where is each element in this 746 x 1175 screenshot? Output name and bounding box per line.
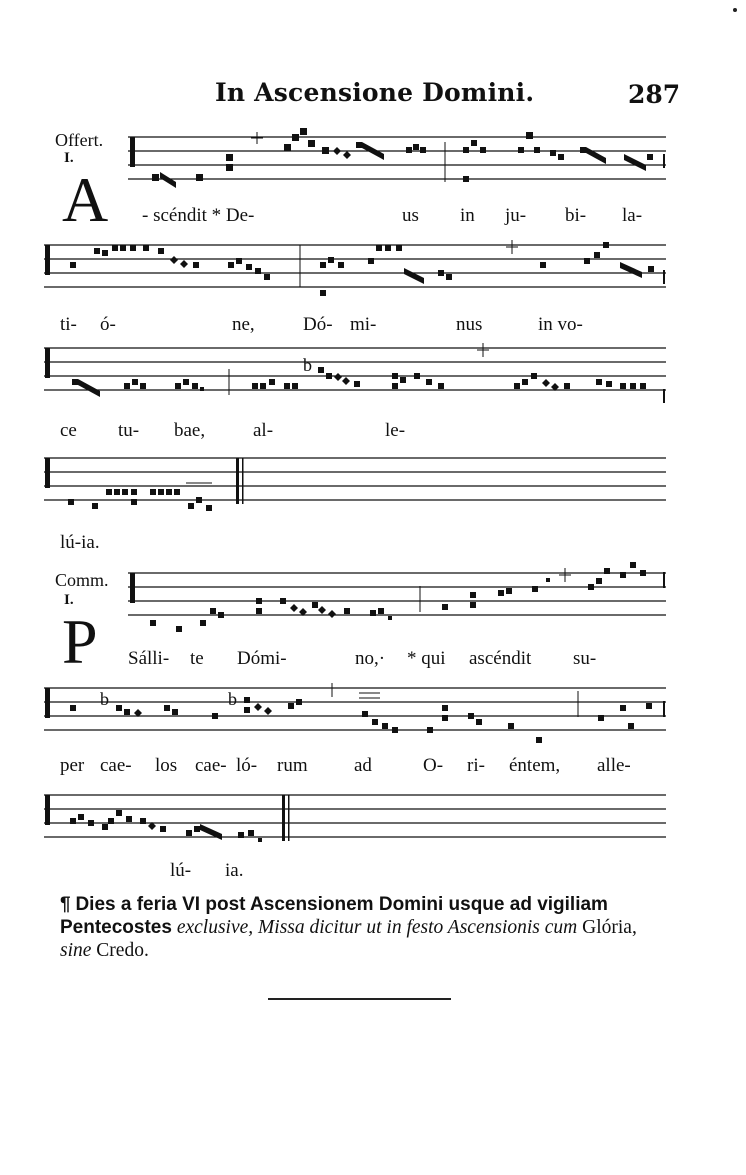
lyric-syllable: al-: [253, 420, 274, 441]
svg-text:b: b: [228, 689, 237, 709]
rubric-bold-text: Dies a feria VI post Ascensionem Domini usque ad vigiliam Pentecostes: [60, 894, 608, 938]
lyric-syllable: ó-: [100, 314, 116, 335]
rubric-note: [60, 893, 670, 962]
lyric-syllable: nus: [456, 314, 483, 335]
lyric-syllable: la-: [622, 205, 643, 226]
lyric-syllable: Dó-: [303, 314, 333, 335]
lyric-syllable: ne,: [232, 314, 255, 335]
lyric-syllable: no,·: [355, 648, 386, 669]
chant-staff-6: [0, 683, 746, 753]
communion-mode: I.: [64, 592, 74, 608]
lyric-syllable: cae-: [100, 755, 132, 776]
lyric-syllable: Dómi-: [237, 648, 287, 669]
lyric-syllable: cae-: [195, 755, 227, 776]
lyric-syllable: rum: [277, 755, 308, 776]
lyric-syllable: te: [190, 648, 204, 669]
lyric-syllable: ia.: [225, 860, 244, 881]
offertory-mode: I.: [64, 150, 74, 166]
lyric-syllable: ad: [354, 755, 372, 776]
lyric-syllable: lú-: [170, 860, 192, 881]
pilcrow-icon: ¶: [60, 894, 71, 915]
offertory-initial: A: [62, 164, 109, 235]
lyric-syllable: us: [402, 205, 419, 226]
page-title: In Ascensione Domini.: [215, 78, 535, 107]
chant-staff-7: [0, 790, 746, 860]
rubric-text: Glória,: [577, 917, 637, 938]
lyric-syllable: ló-: [236, 755, 258, 776]
lyric-syllable: O-: [423, 755, 444, 776]
page-number: 287: [628, 80, 681, 109]
lyric-syllable: - scéndit * De-: [142, 205, 255, 226]
lyric-syllable: per: [60, 755, 85, 776]
lyric-syllable: ju-: [505, 205, 527, 226]
lyric-syllable: bi-: [565, 205, 587, 226]
lyric-syllable: ce: [60, 420, 77, 441]
lyric-syllable: ti-: [60, 314, 77, 335]
divider-rule: [268, 998, 451, 1000]
lyric-syllable: in: [460, 205, 475, 226]
lyric-syllable: alle-: [597, 755, 631, 776]
stray-mark: [733, 8, 737, 12]
svg-text:b: b: [100, 689, 109, 709]
lyric-syllable: mi-: [350, 314, 377, 335]
chant-staff-2: [0, 240, 746, 310]
chant-staff-1: [0, 132, 746, 202]
lyric-syllable: Sálli-: [128, 648, 170, 669]
lyric-syllable: le-: [385, 420, 406, 441]
lyric-syllable: ri-: [467, 755, 485, 776]
lyric-syllable: bae,: [174, 420, 206, 441]
lyric-syllable: tu-: [118, 420, 140, 441]
chant-staff-3: [0, 343, 746, 413]
lyric-syllable: los: [155, 755, 178, 776]
svg-text:b: b: [303, 355, 312, 375]
rubric-italic-text: exclusive, Missa dicitur ut in festo Ascensionis cum: [176, 917, 578, 938]
lyric-syllable: * qui: [407, 648, 446, 669]
lyric-syllable: in vo-: [538, 314, 583, 335]
communion-label: Comm.: [55, 570, 109, 590]
lyric-syllable: su-: [573, 648, 597, 669]
rubric-text: Credo.: [91, 940, 149, 961]
lyric-syllable: lú-ia.: [60, 532, 100, 553]
chant-staff-5: [0, 568, 746, 638]
rubric-italic-text: sine: [60, 940, 92, 961]
lyric-syllable: éntem,: [509, 755, 561, 776]
offertory-label: Offert.: [55, 130, 104, 150]
communion-initial: P: [62, 606, 98, 677]
lyric-syllable: ascéndit: [469, 648, 532, 669]
chant-staff-4: [0, 453, 746, 523]
